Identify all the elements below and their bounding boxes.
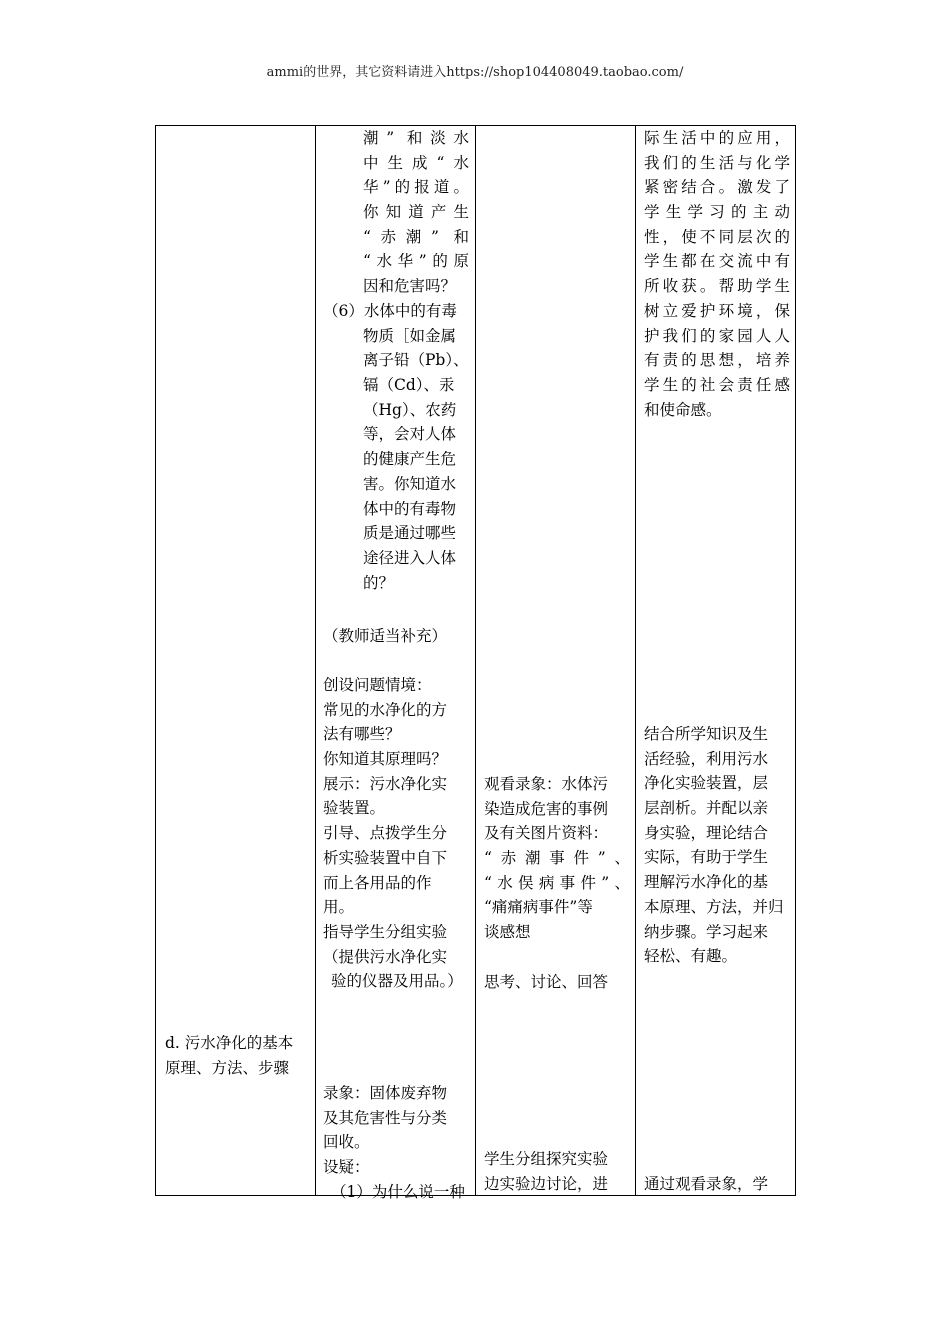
text-line: 和使命感。 [644,400,722,419]
text-line: 层剖析。并配以亲 [644,799,769,818]
text-line: “水华”的原 [363,252,469,271]
intent-purification [644,722,790,969]
text-line: 学生学习的主动 [644,203,790,222]
purification-scenario [323,673,469,994]
intent-application [644,126,790,422]
text-line: 验的仪器及用品。） [331,972,463,991]
text-line: 护我们的家园人人 [644,326,790,345]
text-line: 常见的水净化的方 [323,700,448,719]
text-line: 净化实验装置，层 [644,774,769,793]
text-line: 你知道其原理吗？ [323,750,448,769]
text-line: 树立爱护环境，保 [644,301,790,320]
column-divider [475,126,476,1195]
text-line: 紧密结合。激发了 [644,178,790,197]
text-line: （教师适当补充） [323,627,448,645]
column-divider [315,126,316,1195]
text-line: 物质［如金属 [363,326,457,345]
text-line: 因和危害吗？ [363,277,457,296]
text-line: 结合所学知识及生 [644,725,769,743]
text-line: 轻松、有趣。 [644,947,738,966]
video-question [323,1081,469,1204]
text-line: 纳步骤。学习起来 [644,922,769,941]
text-line: 潮” 和淡水 [363,129,469,147]
text-line: 华”的报道。 [363,178,469,197]
text-line: 学生都在交流中有 [644,252,790,271]
text-line: 途径进入人体 [363,548,457,567]
lesson-plan-table [155,125,796,1201]
text-line: 所收获。帮助学生 [644,277,790,296]
text-line: 通过观看录象，学 [644,1175,769,1193]
topic-column [165,126,311,1195]
text-line: 验装置。 [323,799,386,818]
text-line: 原理、方法、步骤 [165,1058,290,1077]
student-activity-column [484,126,630,1195]
text-line: （Hg）、农药 [363,400,457,419]
teacher-activity-column [323,126,469,1201]
text-line: 用。 [323,898,355,917]
text-line: 性，使不同层次的 [644,227,790,246]
text-line: 体中的有毒物 [363,499,457,518]
text-line: 观看录象：水体污 [484,775,609,793]
question-6 [323,299,469,595]
think-discuss [484,970,630,995]
group-experiment [484,1147,630,1196]
text-line: 回收。 [323,1133,370,1152]
text-line: 有责的思想，培养 [644,351,790,370]
text-line: 谈感想 [484,923,531,942]
text-line: 活经验，利用污水 [644,749,769,768]
text-line: 我们的生活与化学 [644,153,790,172]
text-line: 指导学生分组实验 [323,922,448,941]
text-line: 展示：污水净化实 [323,774,448,793]
intent-video [644,1172,790,1197]
text-line: 创设问题情境： [323,676,432,694]
text-line: （6）水体中的有毒 [323,302,457,320]
text-line: 析实验装置中自下 [323,848,448,867]
text-line: 害。你知道水 [363,474,457,493]
text-line: 质是通过哪些 [363,524,457,543]
text-line: 理解污水净化的基 [644,873,769,892]
text-line: 法有哪些？ [323,725,401,744]
text-line: 的健康产生危 [363,450,457,469]
text-line: 身实验，理论结合 [644,823,769,842]
topic-d [165,1031,311,1080]
text-line: 及其危害性与分类 [323,1108,448,1127]
text-line: d. 污水净化的基本 [165,1034,294,1052]
text-line: 边实验边讨论，进 [484,1174,609,1193]
text-line: 而上各用品的作 [323,873,432,892]
text-line: 离子铅（Pb）、 [363,351,469,370]
text-line: 等，会对人体 [363,425,457,444]
text-line: 染造成危害的事例 [484,799,609,818]
text-line: 设疑： [323,1158,370,1177]
text-line: “痛痛病事件”等 [484,898,593,917]
text-line: 际生活中的应用， [644,129,790,147]
text-line: “赤潮事件”、 [484,849,630,868]
text-line: 你知道产生 [363,203,469,222]
text-line: 录象：固体废弃物 [323,1084,448,1102]
text-line: 镉（Cd）、汞 [363,376,455,395]
question-5-tail [363,126,469,299]
teacher-note [323,624,469,649]
text-line: 学生分组探究实验 [484,1150,609,1168]
text-line: （提供污水净化实 [323,947,448,966]
text-line: 中生成“水 [363,153,469,172]
text-line: （1）为什么说一种 [331,1182,465,1201]
text-line: 本原理、方法，并归 [644,897,784,916]
column-divider [635,126,636,1195]
text-line: “赤潮” 和 [363,227,469,246]
text-line: “水俣病事件”、 [484,873,630,892]
text-line: 及有关图片资料： [484,824,609,843]
watch-video [484,772,630,945]
text-line: 学生的社会责任感 [644,375,790,394]
text-line: 思考、讨论、回答 [484,973,609,991]
text-line: 实际，有助于学生 [644,848,769,867]
text-line: 引导、点拨学生分 [323,824,448,843]
text-line: 的？ [363,573,395,592]
page-header: ammi的世界，其它资料请进入https://shop104408049.taobao.com/ [266,65,684,80]
design-intent-column [644,126,790,1195]
